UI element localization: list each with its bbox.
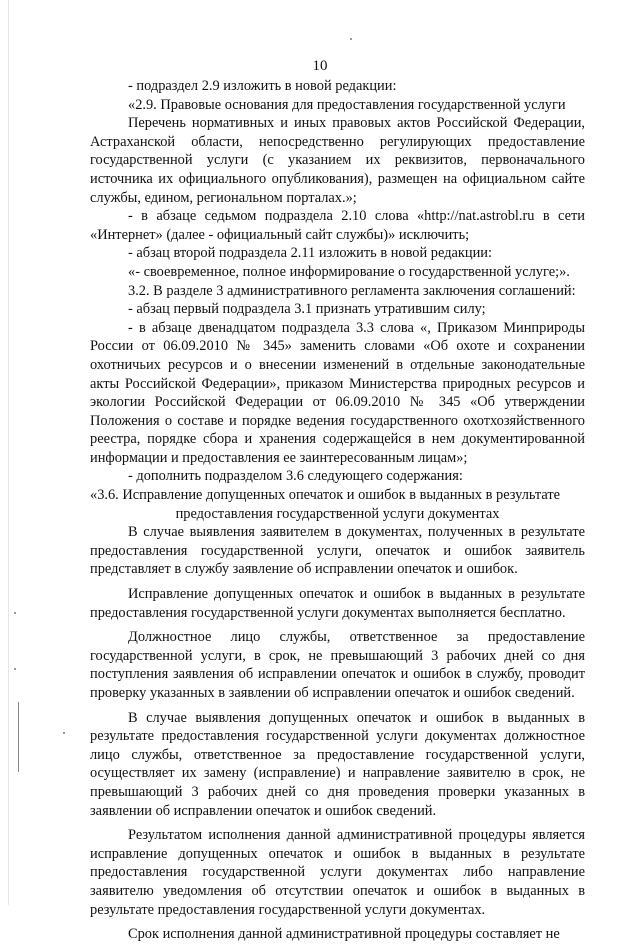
- paragraph-4: - в абзаце седьмом подраздела 2.10 слова «http://nat.astrobl.ru в сети «Интернет» (далее - официальный сайт службы)» исключить;: [90, 208, 585, 243]
- paragraph-11: В случае выявления заявителем в документах, полученных в результате предоставления государственной услуги, опечаток и ошибок заявитель представляет в службу заявление об исправлении опечаток и ошибок.: [90, 524, 585, 578]
- scan-artifact-dot: [63, 732, 65, 734]
- paragraph-1: - подраздел 2.9 изложить в новой редакции:: [128, 78, 397, 94]
- page-number: 10: [312, 58, 328, 74]
- paragraph-10: - дополнить подразделом 3.6 следующего содержания:: [128, 468, 463, 485]
- paragraph-7: 3.2. В разделе 3 административного регламента заключения соглашений:: [128, 282, 576, 299]
- scan-artifact-line: [18, 702, 19, 772]
- section-heading-line-1: «3.6. Исправление допущенных опечаток и ошибок в выданных в результате: [90, 487, 561, 504]
- paragraph-14: В случае выявления допущенных опечаток и ошибок в выданных в результате предоставления государственной услуги документах должностное лицо службы, ответственное за предоставление государственной услуги, осуществляет их замену (исправление) и направление заявителю в срок, не превышающий 3 рабочих дней со дня проведения проверки указанных в заявлении об исправлении опечаток и ошибок сведений.: [90, 709, 585, 819]
- scan-artifact-dot: [14, 612, 16, 614]
- paragraph-15: Результатом исполнения данной административной процедуры является исправление допущенных опечаток и ошибок в выданных в результате предоставления государственной услуги документах либо направление заявителю уведомления об отсутствии опечаток и ошибок в выданных в результате предоставления государственной услуги документах.: [90, 827, 585, 918]
- paragraph-5: - абзац второй подраздела 2.11 изложить в новой редакции:: [128, 245, 492, 262]
- paragraph-2: «2.9. Правовые основания для предоставления государственной услуги: [128, 96, 566, 113]
- section-heading: [90, 486, 585, 523]
- paragraph-12: Исправление допущенных опечаток и ошибок в выданных в результате предоставления государственной услуги документах выполняется бесплатно.: [90, 586, 585, 621]
- scan-artifact-dot: [14, 668, 16, 670]
- paragraph-13: Должностное лицо службы, ответственное за предоставление государственной услуги, в срок, не превышающий 3 рабочих дней со дня поступления заявления об исправлении опечаток и ошибок в службу, проводит проверку указанных в заявлении об исправлении опечаток и ошибок сведений.: [90, 629, 585, 701]
- section-heading-line-2: предоставления государственной услуги документах: [175, 505, 500, 522]
- paragraph-16: Срок исполнения данной административной процедуры составляет не: [128, 926, 560, 943]
- scan-artifact-dot: [350, 38, 352, 40]
- paragraph-6: «- своевременное, полное информирование о государственной услуге;».: [128, 263, 570, 280]
- paragraph-3: Перечень нормативных и иных правовых актов Российской Федерации, Астраханской области, непосредственно регулирующих предоставление государственной услуги (с указанием их реквизитов, первоначального источника их официального опубликования), размещен на официальном сайте службы, едином, региональном порталах.»;: [90, 115, 585, 206]
- paragraph-9: - в абзаце двенадцатом подраздела 3.3 слова «, Приказом Минприроды России от 06.09.2010 № 345» заменить словами «Об охоте и сохранении охотничьих ресурсов и о внесении изменений в отдельные законодательные акты Российской Федерации», приказом Министерства природных ресурсов и экологии Российской Федерации от 06.09.2010 № 345 «Об утверждении Положения о составе и порядке ведения государственного охотхозяйственного реестра, порядке сбора и хранения содержащейся в нем документированной информации и предоставления ее заинтересованным лицам»;: [90, 319, 585, 466]
- scan-edge: [8, 0, 9, 905]
- paragraph-8: - абзац первый подраздела 3.1 признать утратившим силу;: [128, 301, 486, 318]
- document-body: [90, 77, 585, 944]
